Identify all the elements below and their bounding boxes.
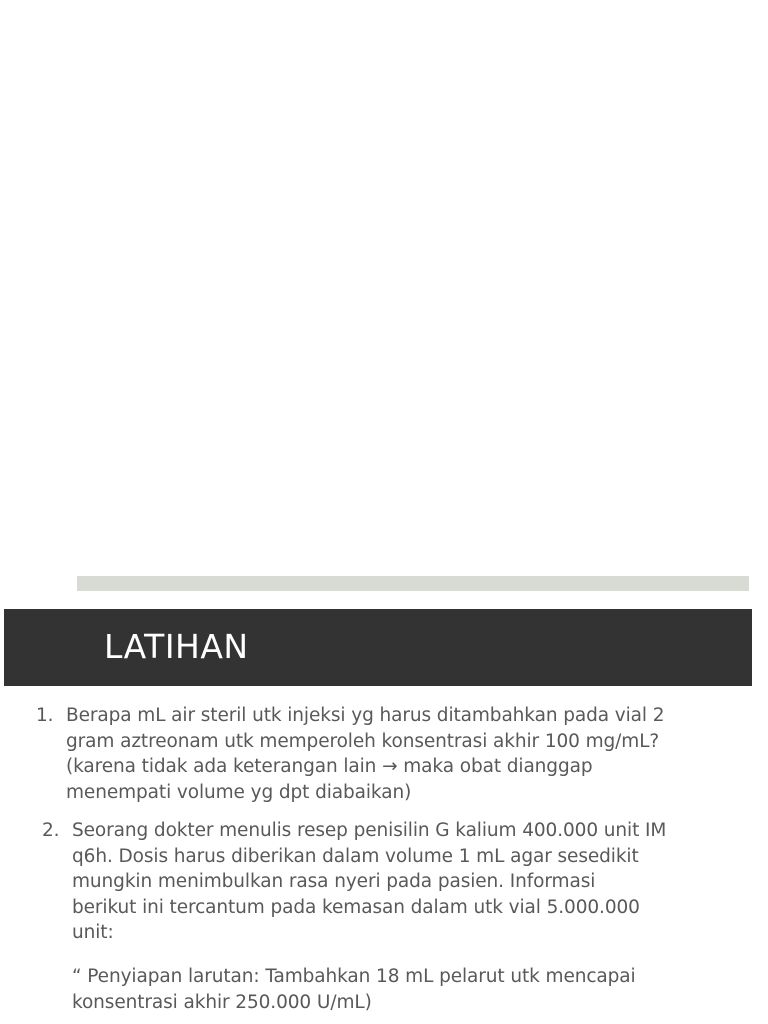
item-number: 1. (36, 705, 54, 726)
item-number: 2. (42, 820, 60, 841)
item-text (72, 818, 666, 946)
item-text-line: mungkin menimbulkan rasa nyeri pada pasien. Informasi (72, 871, 596, 892)
quoted-instruction (72, 964, 636, 1015)
item-text-line: menempati volume yg dpt diabaikan) (66, 781, 412, 803)
item-text-line: Berapa mL air steril utk injeksi yg harus ditambahkan pada vial 2 (66, 705, 665, 726)
title-band (4, 609, 752, 686)
slide-title: LATIHAN (104, 627, 249, 666)
accent-bar (77, 576, 749, 591)
quote-line: konsentrasi akhir 250.000 U/mL) (72, 991, 372, 1013)
item-text-line: unit: (72, 922, 114, 943)
item-text (66, 703, 664, 805)
item-text-line: gram aztreonam utk memperoleh konsentrasi akhir 100 mg/mL? (66, 730, 660, 752)
item-text-line: Seorang dokter menulis resep penisilin G kalium 400.000 unit IM (72, 820, 667, 841)
exercise-item-2 (42, 818, 666, 946)
item-text-line: q6h. Dosis harus diberikan dalam volume 1 mL agar sesedikit (72, 845, 639, 867)
quote-line: “ Penyiapan larutan: Tambahkan 18 mL pelarut utk mencapai (72, 966, 636, 987)
item-text-line: (karena tidak ada keterangan lain → maka obat dianggap (66, 756, 593, 777)
item-text-line: berikut ini tercantum pada kemasan dalam utk vial 5.000.000 (72, 896, 640, 918)
exercise-item-1 (36, 703, 664, 805)
